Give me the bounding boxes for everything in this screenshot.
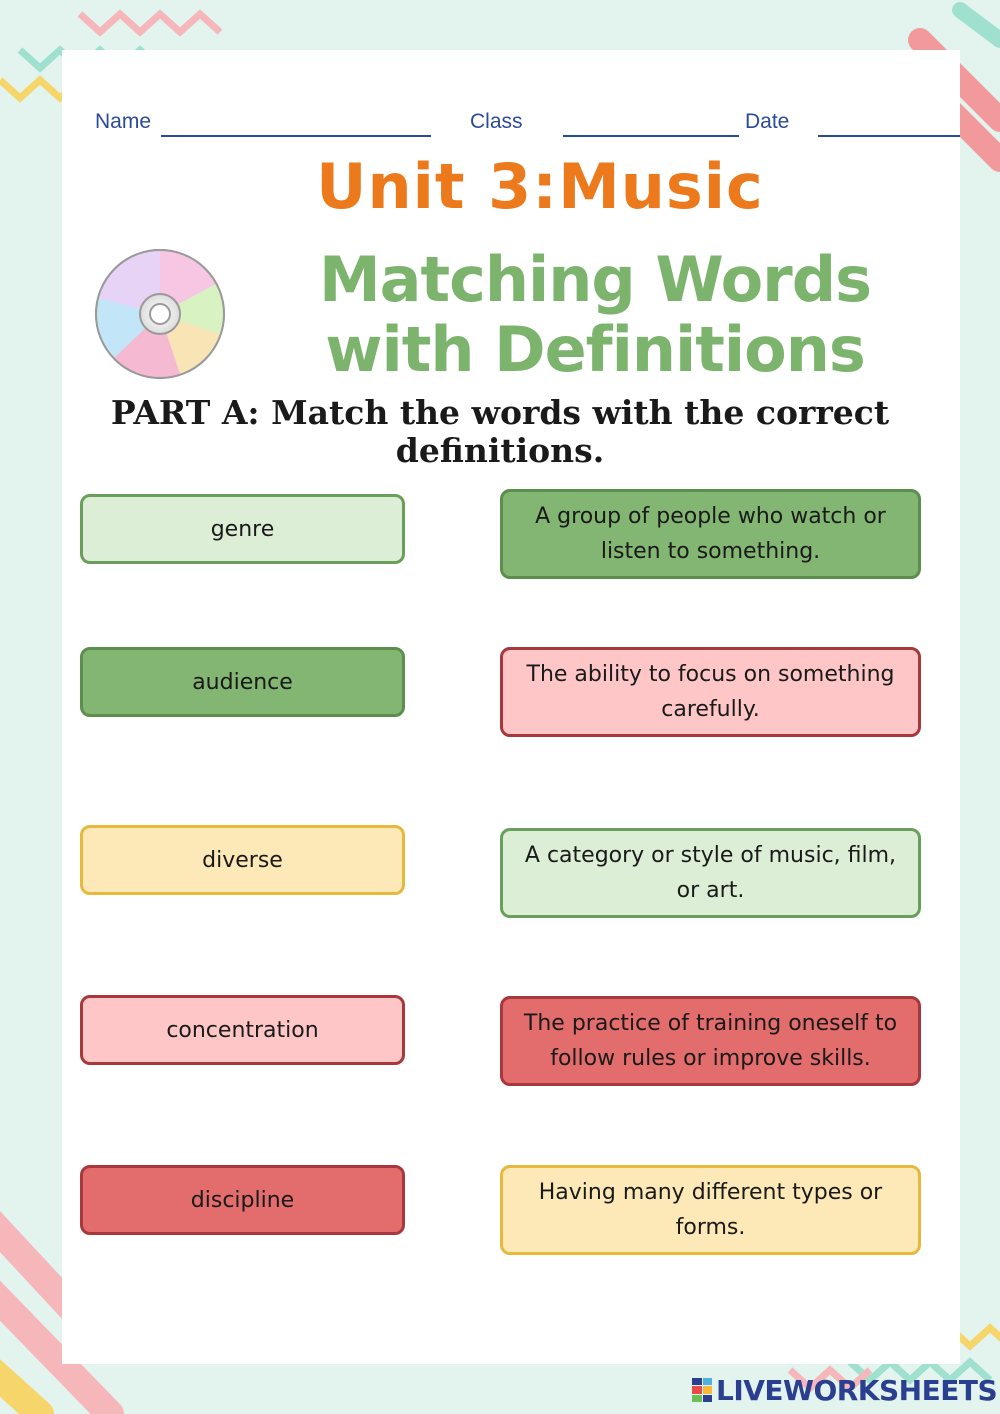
word-card-concentration[interactable]: concentration — [80, 995, 405, 1065]
student-info-row — [95, 108, 965, 148]
date-field-line[interactable] — [818, 135, 960, 137]
class-field-line[interactable] — [563, 135, 739, 137]
name-label: Name — [95, 110, 152, 133]
word-card-audience[interactable]: audience — [80, 647, 405, 717]
definition-card-2[interactable]: The ability to focus on something carefully. — [500, 647, 921, 737]
worksheet-title — [270, 245, 920, 385]
date-label: Date — [745, 110, 790, 133]
word-card-discipline[interactable]: discipline — [80, 1165, 405, 1235]
title-line-2: with Definitions — [325, 313, 865, 386]
name-field-line[interactable] — [161, 135, 431, 137]
unit-title: Unit 3:Music — [316, 150, 764, 223]
instruction-line-1: PART A: Match the words with the correct — [110, 393, 890, 432]
definition-card-1[interactable]: A group of people who watch or listen to something. — [500, 489, 921, 579]
part-a-instructions — [70, 394, 930, 470]
definition-card-5[interactable]: Having many different types or forms. — [500, 1165, 921, 1255]
definition-card-3[interactable]: A category or style of music, film, or art. — [500, 828, 921, 918]
logo-text: LIVEWORKSHEETS — [716, 1373, 998, 1407]
definition-card-4[interactable]: The practice of training oneself to follow rules or improve skills. — [500, 996, 921, 1086]
instruction-line-2: definitions. — [395, 431, 605, 470]
word-card-diverse[interactable]: diverse — [80, 825, 405, 895]
logo-grid-icon — [692, 1378, 712, 1402]
liveworksheets-logo — [692, 1374, 997, 1406]
title-line-1: Matching Words — [318, 243, 872, 316]
class-label: Class — [470, 110, 523, 133]
word-card-genre[interactable]: genre — [80, 494, 405, 564]
